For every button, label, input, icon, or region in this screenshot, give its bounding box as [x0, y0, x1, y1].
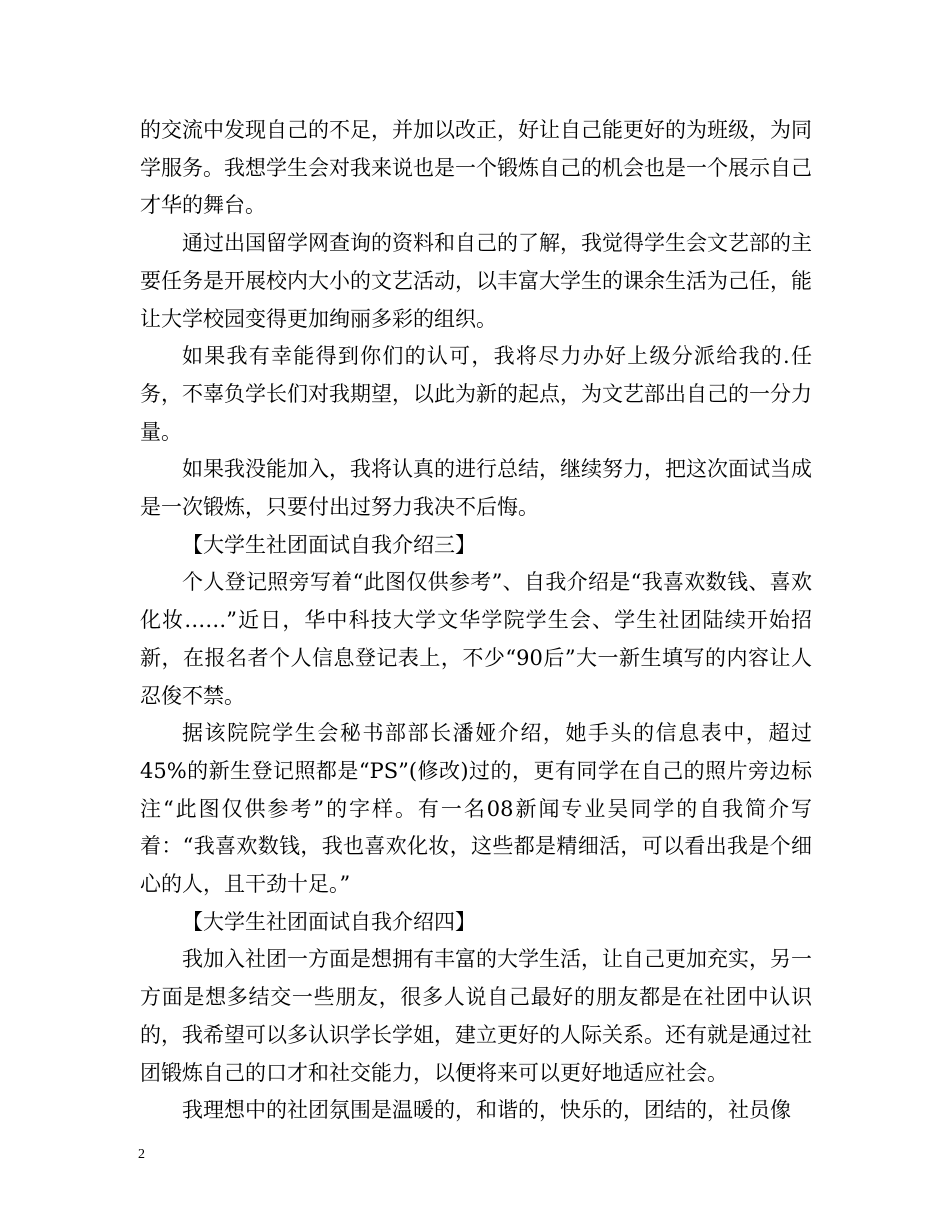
paragraph-continuation: 的交流中发现自己的不足，并加以改正，好让自己能更好的为班级，为同学服务。我想学生会对我来说也是一个锻炼自己的机会也是一个展示自己才华的舞台。: [140, 118, 812, 218]
paragraph-secretary-interview: 据该院院学生会秘书部部长潘娅介绍，她手头的信息表中，超过45%的新生登记照都是“PS”(修改)过的，更有同学在自己的照片旁边标注“此图仅供参考”的字样。有一名08新闻专业吴同学的自我简介写着：“我喜欢数钱，我也喜欢化妆，这些都是精细活，可以看出我是个细心的人，且干劲十足。”: [140, 721, 812, 897]
page-number: 2: [138, 1147, 145, 1162]
paragraph-ideal-atmosphere: 我理想中的社团氛围是温暖的，和谐的，快乐的，团结的，社员像: [182, 1098, 791, 1123]
paragraph-join-reason: 我加入社团一方面是想拥有丰富的大学生活，让自己更加充实，另一方面是想多结交一些朋友，很多人说自己最好的朋友都是在社团中认识的，我希望可以多认识学长学姐，建立更好的人际关系。还有就是通过社团锻炼自己的口才和社交能力，以便将来可以更好地适应社会。: [140, 947, 812, 1085]
section-heading-three: 【大学生社团面试自我介绍三】: [182, 532, 476, 557]
paragraph-registration-photo: 个人登记照旁写着“此图仅供参考”、自我介绍是“我喜欢数钱、喜欢化妆……”近日，华中科技大学文华学院学生会、学生社团陆续开始招新，在报名者个人信息登记表上，不少“90后”大一新生填写的内容让人忍俊不禁。: [140, 570, 812, 708]
document-body: [140, 112, 812, 1130]
paragraph-study-abroad: 通过出国留学网查询的资料和自己的了解，我觉得学生会文艺部的主要任务是开展校内大小的文艺活动，以丰富大学生的课余生活为己任，能让大学校园变得更加绚丽多彩的组织。: [140, 231, 812, 331]
paragraph-recognition: 如果我有幸能得到你们的认可，我将尽力办好上级分派给我的.任务，不辜负学长们对我期望，以此为新的起点，为文艺部出自己的一分力量。: [140, 344, 812, 444]
paragraph-not-selected: 如果我没能加入，我将认真的进行总结，继续努力，把这次面试当成是一次锻炼，只要付出过努力我决不后悔。: [140, 457, 812, 520]
section-heading-four: 【大学生社团面试自我介绍四】: [182, 909, 476, 934]
